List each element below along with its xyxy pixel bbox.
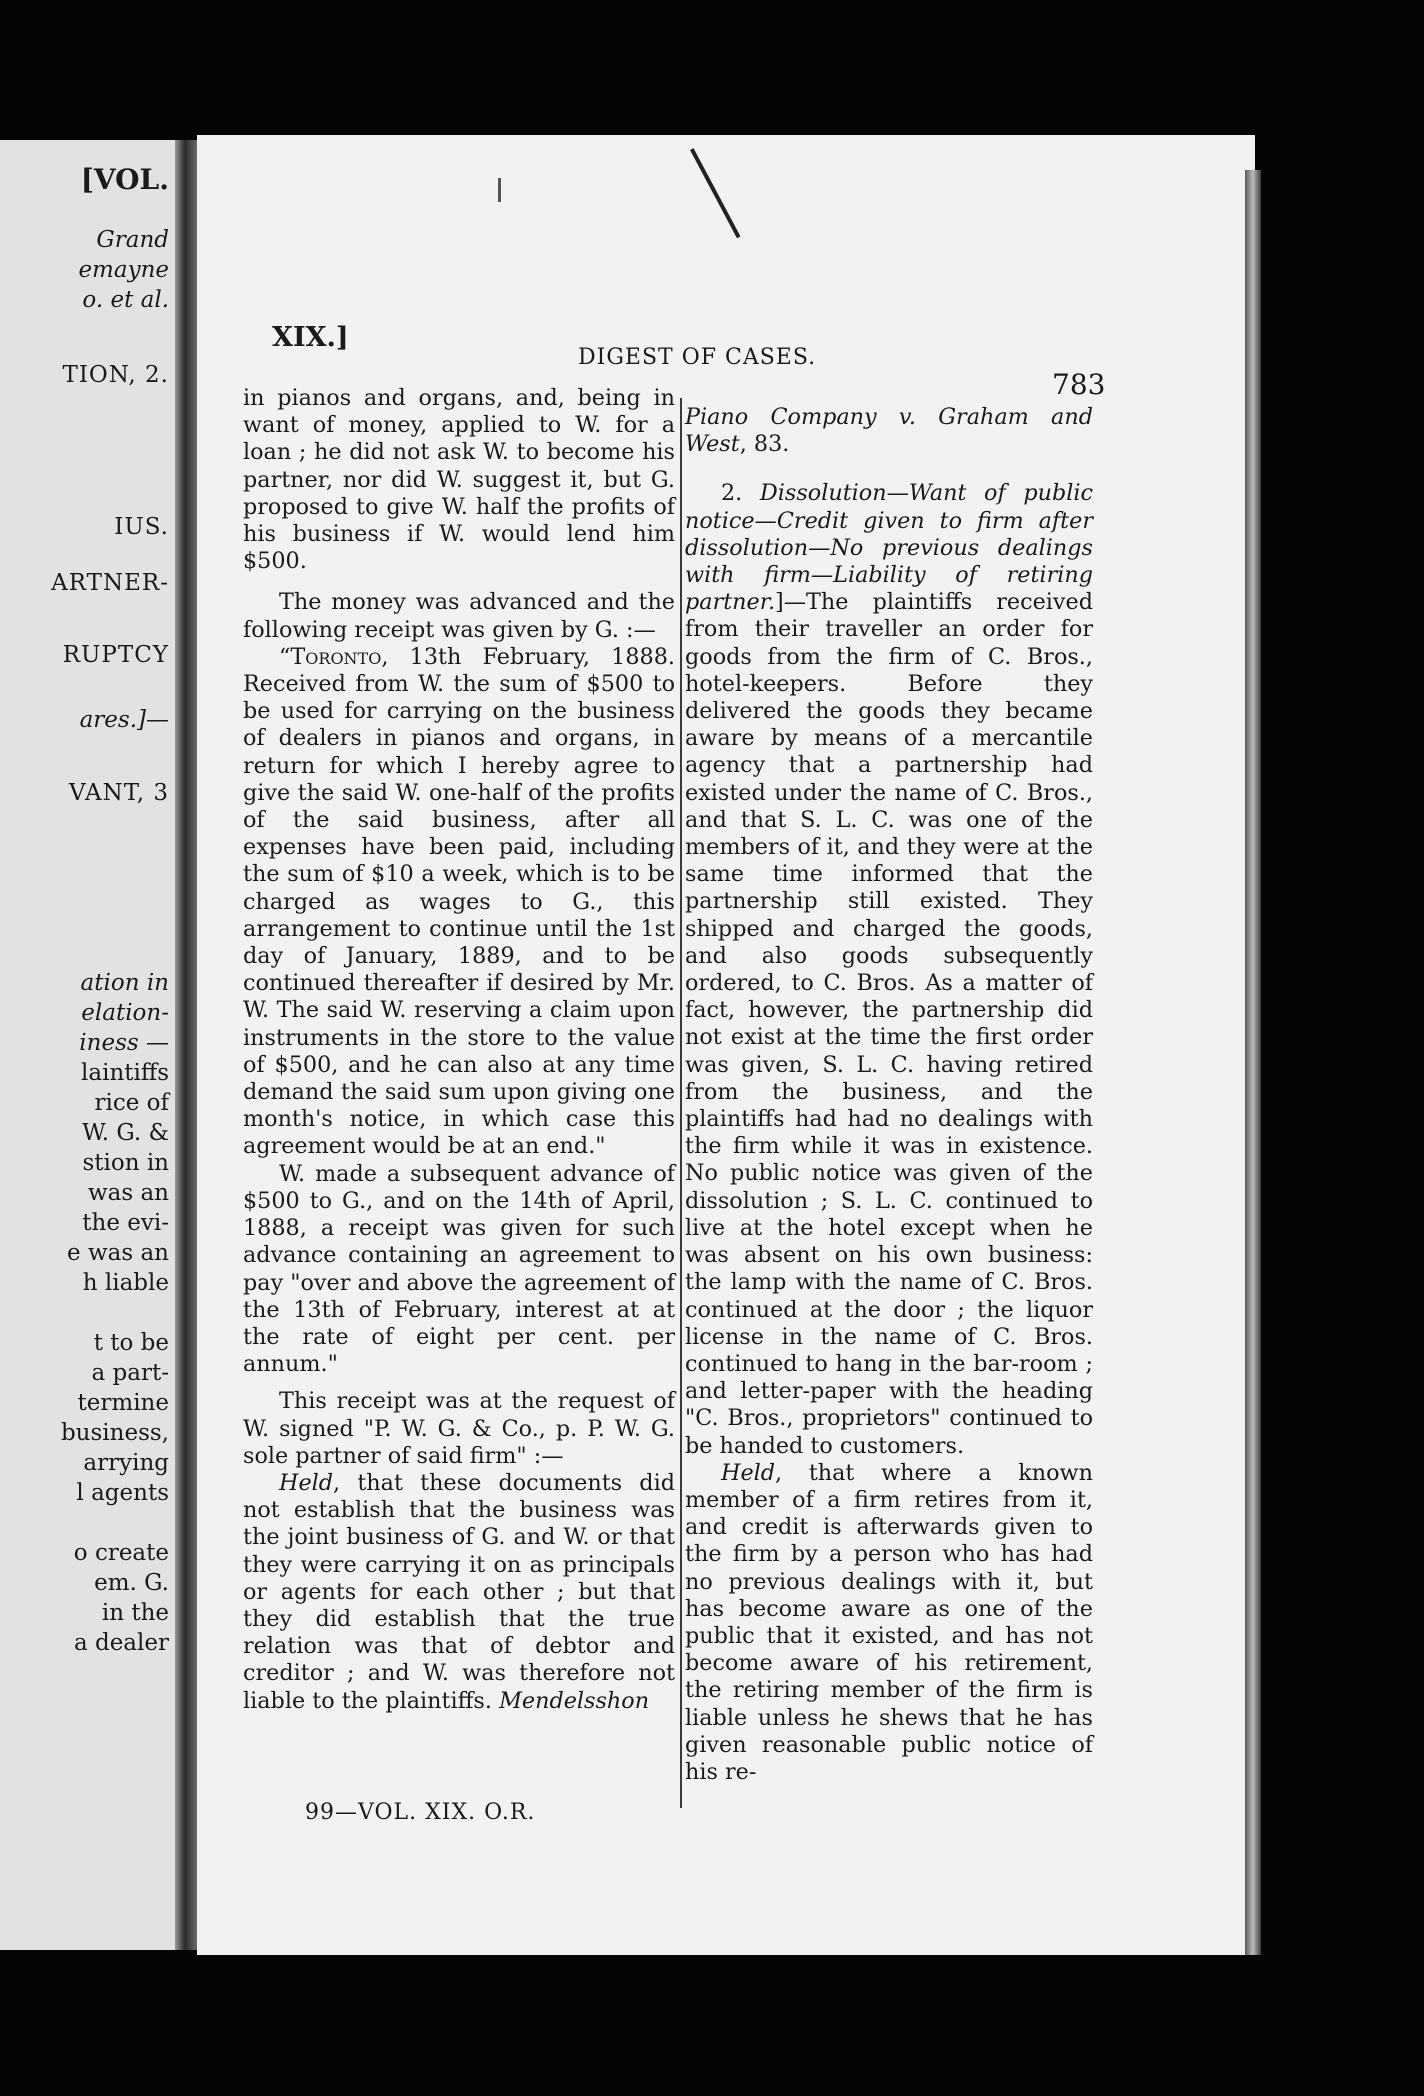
- left-page-line: [VOL.: [80, 163, 169, 196]
- held-label: Held: [279, 1469, 334, 1496]
- left-page-line: in the: [101, 1600, 169, 1626]
- left-facing-page: [0, 140, 175, 1950]
- item-number: 2.: [721, 480, 743, 507]
- page-number: 783: [1052, 368, 1106, 401]
- paragraph: [243, 1470, 675, 1715]
- left-page-line: stion in: [82, 1150, 169, 1176]
- paragraph: [685, 404, 1093, 458]
- left-page-line: ation in: [80, 970, 169, 996]
- running-head-volume: XIX.]: [272, 322, 349, 353]
- left-page-line: a dealer: [73, 1630, 169, 1656]
- page-edge: [1245, 170, 1261, 1955]
- left-page-line: the evi-: [82, 1210, 169, 1236]
- paragraph-text: , 13th February, 1888. Received from W. the sum of $500 to be used for carrying on the business of dealers in pianos and organs, in return for which I hereby agree to give the said W. one-half of the profits of the said business, after all expenses have been paid, including the sum of $10 a week, which is to be charged as wages to G., this arrangement to continue until the 1st day of January, 1889, and to be continued thereafter if desired by Mr. W. The said W. reserving a claim upon instruments in the store to the value of $500, and he can also at any time demand the said sum upon giving one month's notice, in which case this agreement would be at an end.": [243, 643, 675, 1160]
- left-page-line: business,: [60, 1420, 169, 1446]
- headnote-title: Dissolution—Want of public notice—Credit given to firm after dissolution—No previous dealings with firm—Liability of retiring partner.: [685, 480, 1093, 616]
- left-page-line: IUS.: [114, 514, 169, 540]
- paragraph: [243, 589, 675, 643]
- held-label: Held: [721, 1459, 776, 1486]
- running-head-title: DIGEST OF CASES.: [578, 345, 817, 370]
- left-page-line: l agents: [76, 1480, 169, 1506]
- paragraph-text: The money was advanced and the following receipt was given by G. :—: [243, 589, 675, 643]
- left-page-line: elation-: [81, 1000, 169, 1026]
- case-ref: , 83.: [739, 431, 790, 458]
- case-name: Mendelsshon: [499, 1687, 650, 1714]
- paragraph-text: , that these documents did not establish that the business was the joint business of G. and W. or that they were carrying it on as principals or agents for each other ; but that they did establish that the true relation was that of debtor and creditor ; and W. was therefore not liable to the plaintiffs.: [243, 1469, 675, 1714]
- left-page-line: emayne: [78, 257, 169, 283]
- paragraph: [243, 385, 675, 575]
- paragraph: [685, 1460, 1093, 1786]
- left-page-line: t to be: [93, 1330, 169, 1356]
- left-page-line: Grand: [96, 227, 169, 253]
- left-page-line: ARTNER-: [51, 570, 169, 596]
- left-page-line: em. G.: [94, 1570, 169, 1596]
- left-page-line: o. et al.: [82, 287, 169, 313]
- paragraph-text: ]—The plaintiffs received from their traveller an order for goods from the firm of C. Bros., hotel-keepers. Before they delivered the goods they became aware by means of a mercantile agency that a partnership had existed under the name of C. Bros., and that S. L. C. was one of the members of it, and they were at the same time informed that the partnership still existed. They shipped and charged the goods, and also goods subsequently ordered, to C. Bros. As a matter of fact, however, the partnership did not exist at the time the first order was given, S. L. C. having retired from the business, and the plaintiffs had had no dealings with the firm while it was in existence. No public notice was given of the dissolution ; S. L. C. continued to live at the hotel except when he was absent on his own business: the lamp with the name of C. Bros. continued at the door ; the liquor license in the name of C. Bros. continued to hang in the bar-room ; and letter-paper with the heading "C. Bros., proprietors" continued to be handed to customers.: [685, 589, 1093, 1459]
- case-name: Piano Company v. Graham and West: [685, 404, 1093, 458]
- paragraph: [243, 1388, 675, 1470]
- left-page-line: termine: [77, 1390, 169, 1416]
- place-name: Toronto: [290, 643, 382, 670]
- paragraph: [685, 480, 1093, 1459]
- left-page-line: a part-: [91, 1360, 169, 1386]
- signature-mark: 99—VOL. XIX. O.R.: [305, 1800, 536, 1825]
- left-page-line: rice of: [94, 1090, 169, 1116]
- left-page-line: e was an: [67, 1240, 169, 1266]
- left-page-line: VANT, 3: [69, 780, 169, 806]
- left-page-line: h liable: [82, 1270, 169, 1296]
- left-page-line: laintiffs: [81, 1060, 169, 1086]
- paragraph-text: W. made a subsequent advance of $500 to G., and on the 14th of April, 1888, a receipt was given for such advance containing an agreement to pay "over and above the agreement of the 13th of February, interest at at the rate of eight per cent. per annum.": [243, 1160, 675, 1378]
- left-page-line: was an: [87, 1180, 169, 1206]
- right-column: [685, 404, 1093, 1786]
- paragraph-text: , that where a known member of a firm retires from it, and credit is afterwards given to the firm by a person who has had no previous dealings with it, but has become aware as one of the public that it existed, and has not become aware of his retirement, the retiring member of the firm is liable unless he shews that he has given reasonable public notice of his re-: [685, 1459, 1093, 1785]
- book-gutter: [175, 140, 197, 1950]
- paragraph-text: in pianos and organs, and, being in want of money, applied to W. for a loan ; he did not ask W. to become his partner, nor did W. suggest it, but G. proposed to give W. half the profits of his business if W. would lend him $500.: [243, 385, 675, 575]
- scan-mark-small: [498, 178, 501, 202]
- paragraph: [243, 1161, 675, 1379]
- left-page-line: o create: [73, 1540, 169, 1566]
- receipt-text: “Toronto, 13th February, 1888. Received from W. the sum of $500 to be used for carrying on the business of dealers in pianos and organs, in return for which I hereby agree to give the said W. one-half of the profits of the said business, after all expenses have been paid, including the sum of $10 a week, which is to be charged as wages to G., this arrangement to continue until the 1st day of January, 1889, and to be continued thereafter if desired by Mr. W. The said W. reserving a claim upon instruments in the store to the value of $500, and he can also at any time demand the said sum upon giving one month's notice, in which case this agreement would be at an end.": [243, 643, 675, 1160]
- paragraph-text: This receipt was at the request of W. signed "P. W. G. & Co., p. P. W. G. sole partner of said firm" :—: [243, 1388, 675, 1469]
- column-rule: [680, 398, 682, 1808]
- left-page-line: arrying: [83, 1450, 169, 1476]
- left-page-line: iness —: [79, 1030, 169, 1056]
- left-page-line: TION, 2.: [62, 362, 169, 388]
- left-page-line: ares.]—: [79, 707, 169, 733]
- left-column: [243, 385, 675, 1715]
- left-page-line: RUPTCY: [62, 642, 169, 668]
- left-page-line: W. G. &: [82, 1120, 169, 1146]
